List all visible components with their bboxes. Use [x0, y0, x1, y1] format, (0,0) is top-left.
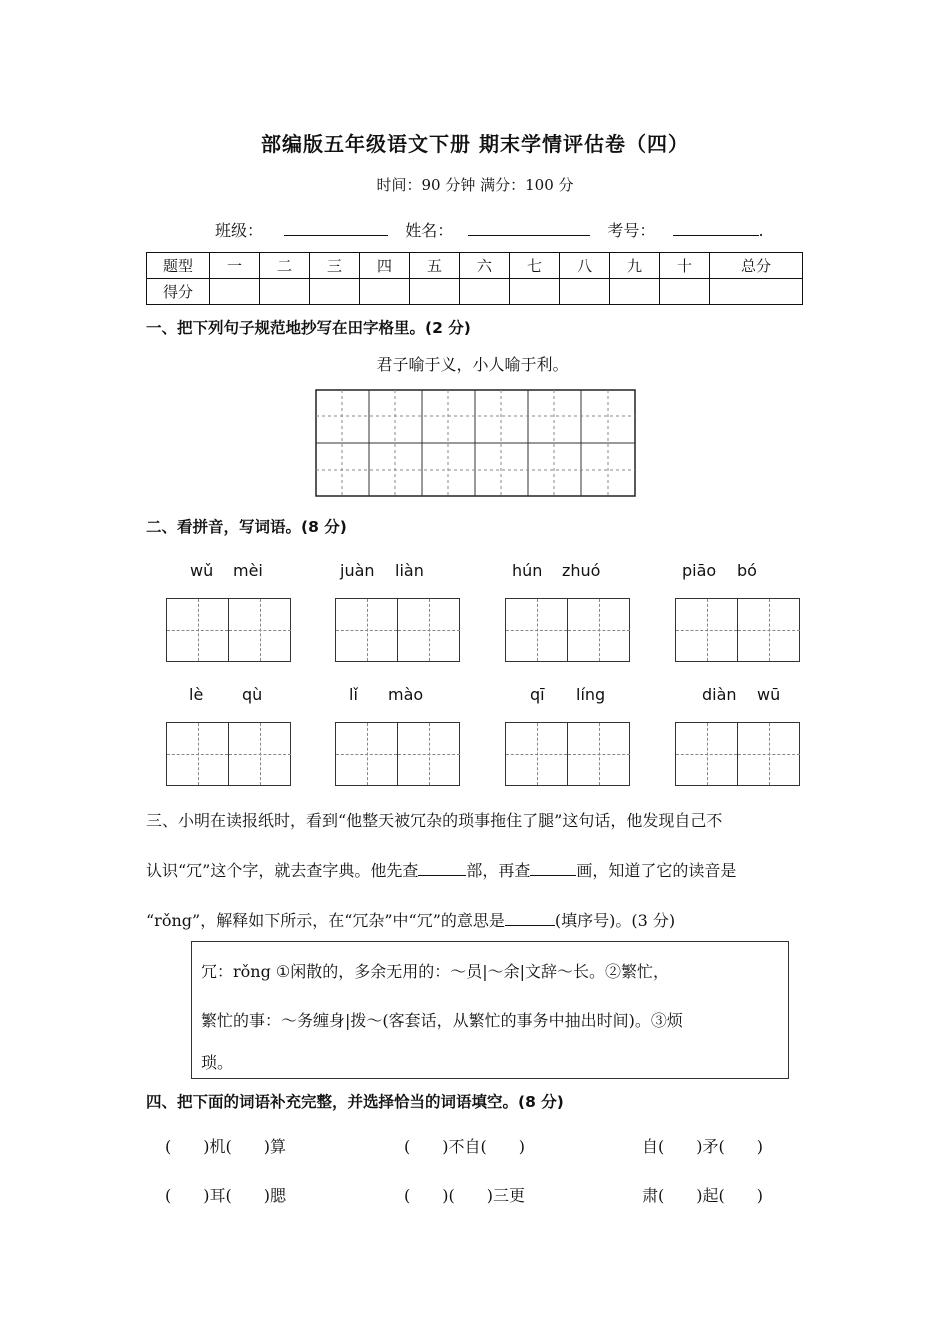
q3-text: 画，知道了它的读音是: [576, 861, 737, 880]
definition-line: 繁忙的事：～务缠身|拨～(客套话，从繁忙的事务中抽出时间)。③烦: [201, 1011, 683, 1030]
score-table: [146, 252, 803, 305]
q3-text: (填序号)。(3 分): [554, 911, 676, 930]
pinyin: mào: [388, 685, 424, 704]
q3-line3: [146, 908, 675, 931]
score-table-score-row: [147, 279, 803, 305]
student-info-line: [215, 218, 764, 241]
copy-writing-grid[interactable]: [315, 389, 636, 497]
pinyin: zhuó: [562, 561, 601, 580]
radical-blank[interactable]: [418, 860, 466, 876]
pinyin: wǔ: [190, 561, 214, 580]
q3-text: 部，再查: [466, 861, 531, 880]
answer-grid[interactable]: [166, 598, 291, 662]
page-title: 部编版五年级语文下册 期末学情评估卷（四）: [261, 132, 689, 156]
answer-grid[interactable]: [675, 598, 800, 662]
stroke-count-blank[interactable]: [530, 860, 576, 876]
q3-text: 认识“冗”这个字，就去查字典。他先查: [146, 861, 419, 880]
score-cell[interactable]: [210, 279, 260, 305]
table-cell: 四: [360, 253, 410, 279]
q3-line2: [146, 858, 736, 881]
score-cell[interactable]: [510, 279, 560, 305]
table-cell: 二: [260, 253, 310, 279]
idiom-fill[interactable]: ( )机( )算: [165, 1137, 286, 1156]
idiom-fill[interactable]: 自( )矛( ): [642, 1137, 763, 1156]
class-label: 班级：: [215, 221, 264, 240]
answer-grid[interactable]: [505, 598, 630, 662]
pinyin: diàn: [702, 685, 737, 704]
q3-text: “rǒng”，解释如下所示，在“冗杂”中“冗”的意思是: [146, 911, 505, 930]
table-cell: 得分: [147, 279, 210, 305]
idiom-fill[interactable]: ( )( )三更: [404, 1186, 525, 1205]
pinyin: liàn: [395, 561, 424, 580]
name-field[interactable]: [468, 219, 590, 236]
exam-time-score: 时间：90 分钟 满分：100 分: [376, 176, 574, 194]
table-cell: 六: [460, 253, 510, 279]
score-cell[interactable]: [410, 279, 460, 305]
idiom-fill[interactable]: 肃( )起( ): [642, 1186, 763, 1205]
table-cell: 总分: [710, 253, 803, 279]
name-label: 姓名：: [405, 221, 454, 240]
score-cell[interactable]: [610, 279, 660, 305]
answer-grid[interactable]: [335, 598, 460, 662]
pinyin: lǐ: [349, 685, 358, 704]
pinyin: hún: [512, 561, 543, 580]
q1-sentence: 君子喻于义，小人喻于利。: [376, 355, 569, 374]
table-cell: 十: [660, 253, 710, 279]
idiom-fill[interactable]: ( )不自( ): [404, 1137, 525, 1156]
pinyin: lè: [189, 685, 204, 704]
q4-heading: 四、把下面的词语补充完整，并选择恰当的词语填空。(8 分): [146, 1093, 564, 1111]
definition-line: 冗：rǒng ①闲散的，多余无用的：～员|～余|文辞～长。②繁忙，: [201, 962, 670, 981]
class-field[interactable]: [284, 219, 388, 236]
id-end: .: [758, 221, 764, 240]
table-cell: 题型: [147, 253, 210, 279]
table-cell: 一: [210, 253, 260, 279]
answer-grid[interactable]: [505, 722, 630, 786]
pinyin: piāo: [682, 561, 717, 580]
score-cell[interactable]: [660, 279, 710, 305]
answer-grid[interactable]: [166, 722, 291, 786]
table-cell: 五: [410, 253, 460, 279]
pinyin: qī: [530, 685, 545, 704]
answer-grid[interactable]: [335, 722, 460, 786]
answer-grid[interactable]: [675, 722, 800, 786]
score-cell[interactable]: [560, 279, 610, 305]
q3-line1: 三、小明在读报纸时，看到“他整天被冗杂的琐事拖住了腿”这句话，他发现自己不: [146, 811, 723, 830]
pinyin: bó: [737, 561, 757, 580]
score-cell[interactable]: [310, 279, 360, 305]
pinyin: qù: [242, 685, 263, 704]
table-cell: 七: [510, 253, 560, 279]
id-label: 考号：: [607, 221, 656, 240]
score-cell[interactable]: [710, 279, 803, 305]
pinyin: mèi: [233, 561, 263, 580]
meaning-number-blank[interactable]: [505, 910, 555, 926]
table-cell: 九: [610, 253, 660, 279]
table-cell: 八: [560, 253, 610, 279]
score-cell[interactable]: [460, 279, 510, 305]
score-table-header-row: [147, 253, 803, 279]
id-field[interactable]: [673, 219, 759, 236]
idiom-fill[interactable]: ( )耳( )腮: [165, 1186, 286, 1205]
q1-heading: 一、把下列句子规范地抄写在田字格里。(2 分): [146, 319, 471, 337]
definition-line: 琐。: [201, 1053, 234, 1072]
table-cell: 三: [310, 253, 360, 279]
pinyin: wū: [757, 685, 781, 704]
score-cell[interactable]: [360, 279, 410, 305]
pinyin: juàn: [340, 561, 375, 580]
q2-heading: 二、看拼音，写词语。(8 分): [146, 518, 347, 536]
pinyin: líng: [576, 685, 606, 704]
score-cell[interactable]: [260, 279, 310, 305]
